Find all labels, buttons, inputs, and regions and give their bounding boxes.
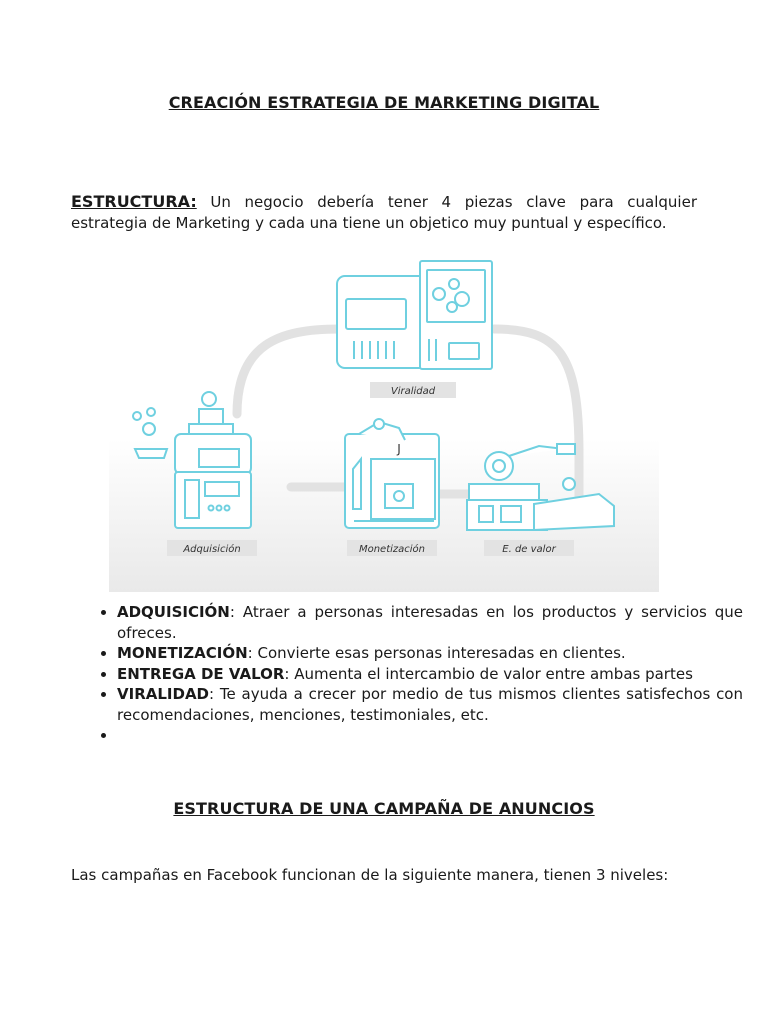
valor-label: E. de valor (502, 544, 556, 555)
pillars-list (71, 602, 743, 746)
document-title: CREACIÓN ESTRATEGIA DE MARKETING DIGITAL (168, 93, 600, 112)
list-item (117, 643, 743, 664)
list-item-empty (117, 725, 743, 746)
section2-paragraph: Las campañas en Facebook funcionan de la siguiente manera, tienen 3 niveles: (71, 866, 669, 884)
marketing-machines-illustration (109, 244, 659, 592)
list-item-text: : Atraer a personas interesadas en los productos y servicios que ofreces. (117, 603, 743, 642)
list-item (117, 684, 743, 725)
viralidad-machine (337, 261, 492, 369)
list-item-text: : Aumenta el intercambio de valor entre ambas partes (284, 664, 693, 683)
adquisicion-label: Adquisición (183, 544, 241, 555)
monetizacion-machine (345, 419, 439, 528)
intro-text: Un negocio debería tener 4 piezas clave para cualquier estrategia de Marketing y cada una tiene un objetico muy puntual y específico. (71, 193, 697, 232)
list-item-text: : Convierte esas personas interesadas en clientes. (247, 644, 626, 662)
list-item-term: VIRALIDAD (117, 685, 209, 703)
intro-lead: ESTRUCTURA: (71, 192, 197, 211)
intro-paragraph (71, 191, 697, 234)
list-item-term: ADQUISICIÓN (117, 603, 230, 621)
list-item (117, 602, 743, 643)
hook-glyph: J (397, 442, 401, 456)
list-item-text: : Te ayuda a crecer por medio de tus mismos clientes satisfechos con recomendaciones, menciones, testimoniales, etc. (117, 685, 743, 724)
section2-title: ESTRUCTURA DE UNA CAMPAÑA DE ANUNCIOS (173, 799, 595, 818)
list-item-term: ENTREGA DE VALOR (117, 664, 285, 683)
monetizacion-label: Monetización (358, 544, 426, 555)
list-item (117, 664, 743, 685)
list-item-term: MONETIZACIÓN (117, 644, 248, 662)
viralidad-label: Viralidad (390, 386, 436, 397)
illustration-svg (109, 244, 659, 592)
